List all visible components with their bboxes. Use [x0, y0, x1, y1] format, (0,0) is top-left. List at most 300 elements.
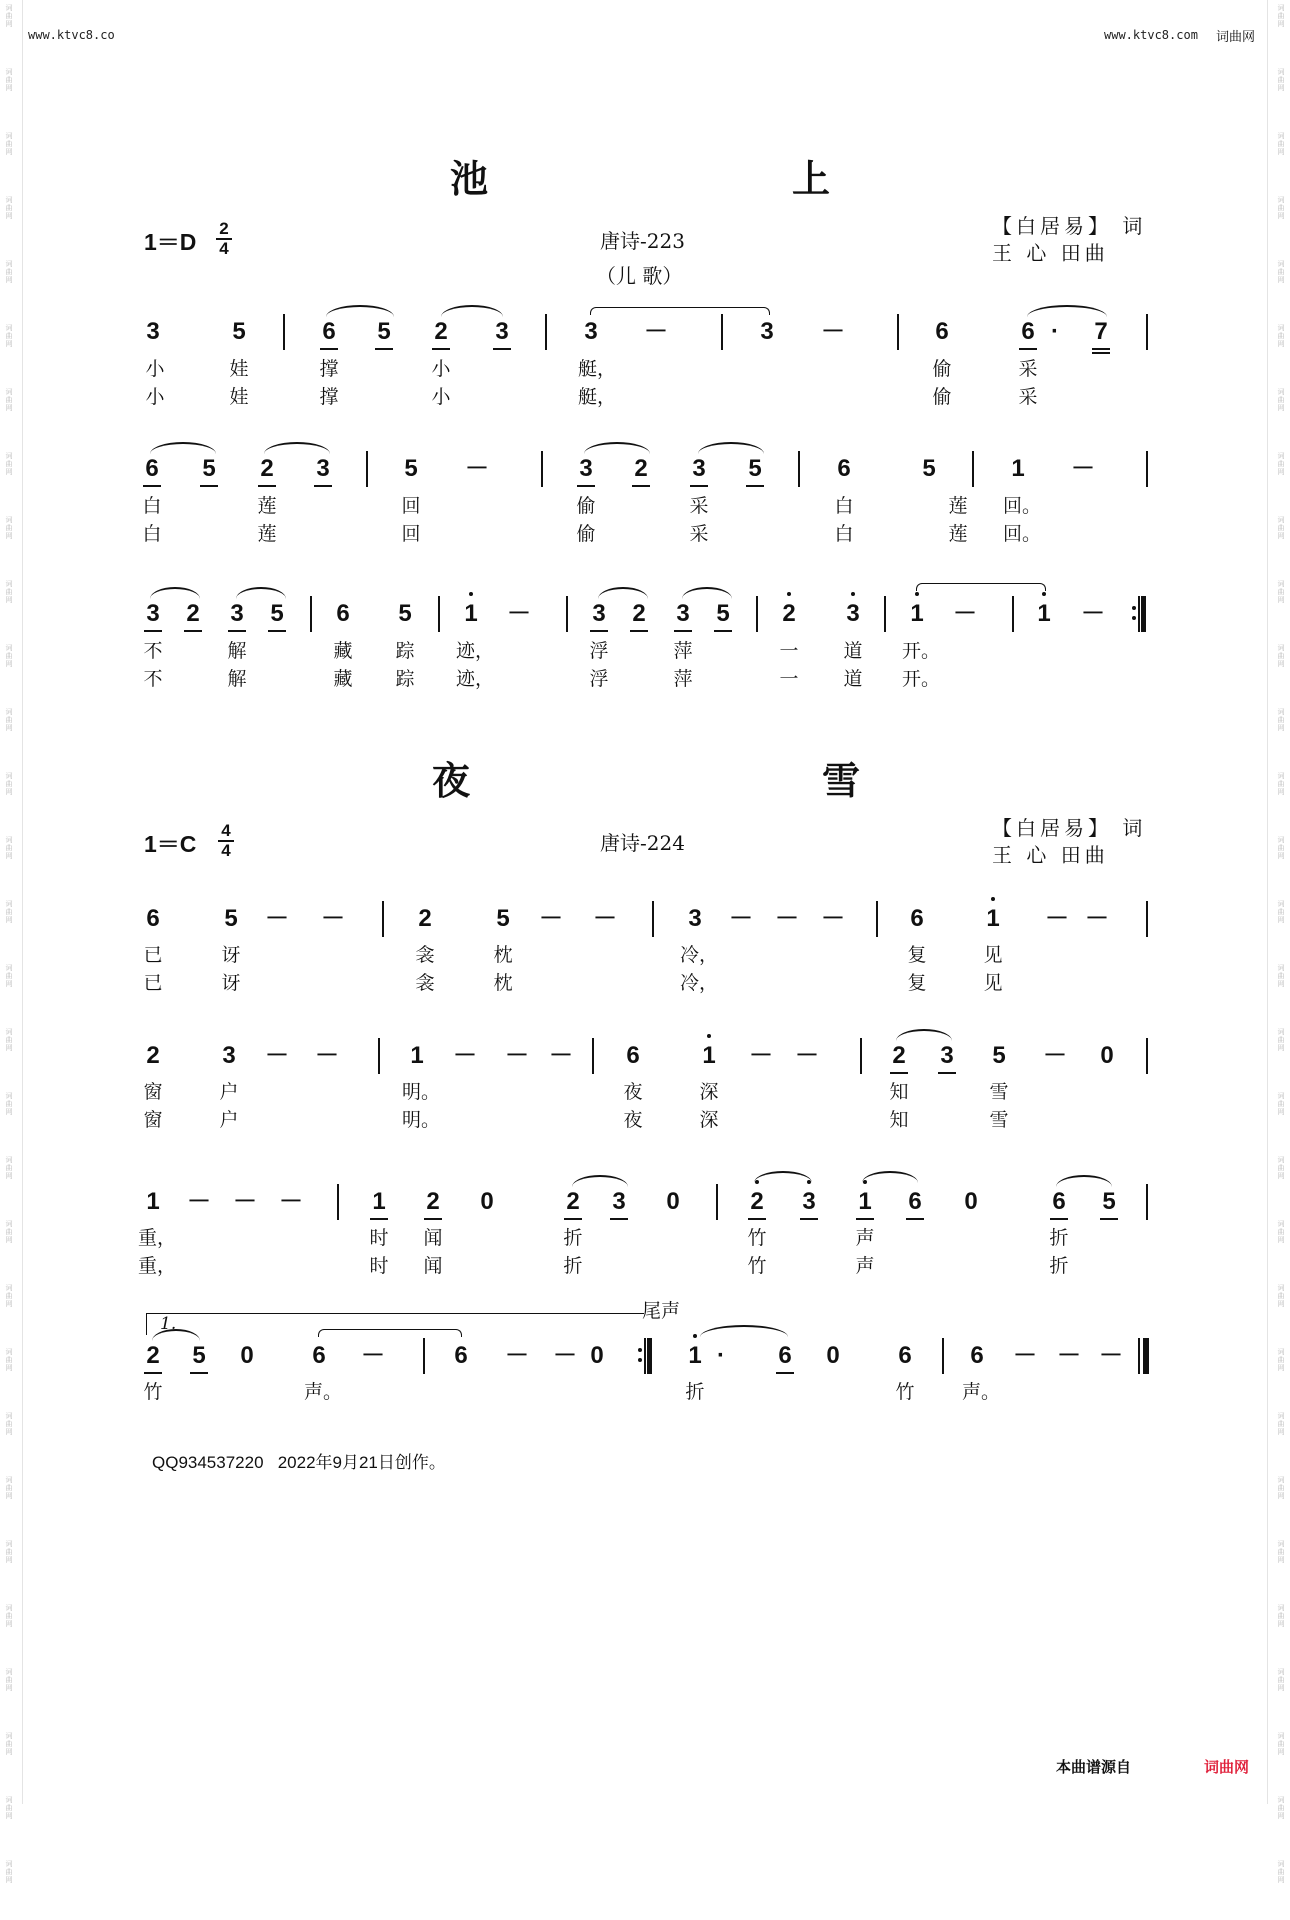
note: 3 — [584, 599, 614, 629]
note: 2 — [774, 599, 804, 629]
header-url-right[interactable]: www.ktvc8.com — [1104, 28, 1198, 42]
note: 5 — [369, 317, 399, 347]
watermark-strip-left — [2, 0, 16, 1884]
watermark-text: 词 曲 网 — [1277, 772, 1285, 796]
watermark-text: 词 曲 网 — [1277, 1476, 1285, 1500]
note: － — [187, 1188, 211, 1215]
barline — [337, 1184, 339, 1220]
song2-meter-top: 4 — [221, 821, 231, 840]
song2-row1-notes — [0, 904, 1290, 934]
lyric: 一 — [779, 640, 799, 662]
watermark-text: 词 曲 网 — [1277, 260, 1285, 284]
barline — [592, 1038, 594, 1074]
slur — [441, 305, 503, 317]
note: － — [1057, 1342, 1081, 1369]
watermark-text: 词 曲 网 — [1277, 1796, 1285, 1820]
note: － — [1099, 1342, 1123, 1369]
note: 0 — [666, 1188, 680, 1215]
lyric: 采 — [1018, 358, 1038, 380]
note: － — [1071, 455, 1095, 482]
slur — [1027, 305, 1107, 317]
note: 3 — [760, 318, 774, 345]
note: 5 — [1094, 1187, 1124, 1217]
barline — [1146, 1184, 1148, 1220]
lyric: 道 — [843, 668, 863, 690]
note: 6 — [910, 905, 924, 932]
watermark-text: 词 曲 网 — [5, 196, 13, 220]
note: 2 — [252, 454, 282, 484]
lyric: 户 — [219, 1109, 239, 1131]
lyric: 明。 — [402, 1081, 441, 1103]
lyric: 开。 — [902, 668, 941, 690]
lyric: 竹 — [143, 1381, 163, 1403]
watermark-text: 词 曲 网 — [5, 1476, 13, 1500]
lyric: 开。 — [902, 640, 941, 662]
watermark-text: 词 曲 网 — [1277, 196, 1285, 220]
lyric: 不 — [143, 668, 163, 690]
note: 5 — [194, 454, 224, 484]
note: 1 — [410, 1042, 424, 1069]
note: 6 — [137, 454, 167, 484]
watermark-text: 词 曲 网 — [5, 324, 13, 348]
note: － — [507, 600, 531, 627]
note: － — [549, 1042, 573, 1069]
song2-row1-lyrics-verse2 — [0, 972, 1290, 994]
song2-row1-lyrics-verse1 — [0, 944, 1290, 966]
lyric: 莲 — [257, 523, 277, 545]
watermark-text: 词 曲 网 — [1277, 1284, 1285, 1308]
watermark-text: 词 曲 网 — [5, 68, 13, 92]
lyric: 莲 — [948, 495, 968, 517]
song2-title-left: 夜 — [432, 758, 471, 803]
lyric: 藏 — [333, 640, 353, 662]
lyric: 小 — [145, 386, 165, 408]
note: 5 — [496, 905, 510, 932]
watermark-text: 词 曲 网 — [1277, 1540, 1285, 1564]
song2-meter — [218, 823, 234, 859]
watermark-text: 词 曲 网 — [1277, 388, 1285, 412]
song1-meter-bottom: 4 — [219, 239, 229, 258]
barline — [942, 1338, 944, 1374]
song2-lyricist: 【白居易】 词 — [992, 816, 1147, 840]
note: － — [553, 1342, 577, 1369]
lyric: 浮 — [589, 668, 609, 690]
barline — [860, 1038, 862, 1074]
lyric: 冷， — [680, 972, 719, 994]
barline — [541, 451, 543, 487]
song1-title-left: 池 — [450, 156, 489, 201]
note: 5 — [224, 905, 238, 932]
slur — [754, 1171, 812, 1183]
lyric: 讶 — [221, 972, 241, 994]
lyric: 竹 — [747, 1227, 767, 1249]
watermark-text: 词 曲 网 — [5, 644, 13, 668]
watermark-text: 词 曲 网 — [1277, 1028, 1285, 1052]
watermark-text: 词 曲 网 — [5, 900, 13, 924]
note: 6 — [970, 1342, 984, 1369]
coda-label: 尾声 — [642, 1300, 681, 1322]
watermark-text: 词 曲 网 — [1277, 1668, 1285, 1692]
barline — [721, 314, 723, 350]
song1-row2-lyrics-verse2 — [0, 523, 1290, 545]
barline — [423, 1338, 425, 1374]
watermark-text: 词 曲 网 — [5, 388, 13, 412]
watermark-text: 词 曲 网 — [5, 1860, 13, 1884]
lyric: 萍 — [673, 668, 693, 690]
song2-subtitle: 唐诗-224 — [600, 831, 685, 855]
note: － — [233, 1188, 257, 1215]
lyric: 重， — [138, 1227, 177, 1249]
lyric: 回 — [401, 495, 421, 517]
lyric: 已 — [143, 972, 163, 994]
lyric: 明。 — [402, 1109, 441, 1131]
note: － — [729, 905, 753, 932]
slur — [896, 1029, 952, 1041]
note: － — [775, 905, 799, 932]
lyric: 雪 — [989, 1109, 1009, 1131]
lyric: 采 — [689, 495, 709, 517]
watermark-text: 词 曲 网 — [1277, 644, 1285, 668]
slur — [1056, 1175, 1112, 1187]
note: 1 — [902, 599, 932, 629]
note: 1 — [694, 1041, 724, 1071]
lyric: 莲 — [948, 523, 968, 545]
note: 6 — [1013, 317, 1043, 347]
lyric: 时 — [369, 1227, 389, 1249]
watermark-text: 词 曲 网 — [1277, 900, 1285, 924]
lyric: 深 — [699, 1081, 719, 1103]
note: － — [1085, 905, 1109, 932]
note: 6 — [837, 455, 851, 482]
note: 6 — [935, 318, 949, 345]
note: 3 — [146, 318, 160, 345]
lyric: 撑 — [319, 386, 339, 408]
lyric: 艇， — [578, 386, 617, 408]
tie — [590, 307, 770, 315]
lyric: 声。 — [962, 1381, 1001, 1403]
note: 3 — [222, 1042, 236, 1069]
lyric: 闻 — [423, 1255, 443, 1277]
barline — [756, 596, 758, 632]
note: 1 — [850, 1187, 880, 1217]
song2-row3-lyrics-verse1 — [0, 1227, 1290, 1249]
note: 6 — [146, 905, 160, 932]
lyric: 枕 — [493, 944, 513, 966]
lyric: 偷 — [576, 495, 596, 517]
lyric: 娃 — [229, 386, 249, 408]
lyric: 偷 — [932, 386, 952, 408]
watermark-text: 词 曲 网 — [5, 1540, 13, 1564]
watermark-text: 词 曲 网 — [5, 1668, 13, 1692]
header-url-left[interactable]: www.ktvc8.co — [28, 28, 115, 42]
slur — [326, 305, 394, 317]
watermark-text: 词 曲 网 — [1277, 1604, 1285, 1628]
note: 3 — [684, 454, 714, 484]
header-site-name[interactable]: 词曲网 — [1216, 30, 1256, 45]
note: 5 — [404, 455, 418, 482]
lyric: 竹 — [895, 1381, 915, 1403]
lyric: 回。 — [1003, 495, 1042, 517]
note: 3 — [308, 454, 338, 484]
song2-row3-notes — [0, 1187, 1290, 1217]
barline — [382, 901, 384, 937]
note: 2 — [418, 905, 432, 932]
note: 6 — [454, 1342, 468, 1369]
note: 5 — [398, 600, 412, 627]
note: 3 — [794, 1187, 824, 1217]
lyric: 撑 — [319, 358, 339, 380]
song1-title-right: 上 — [792, 156, 831, 201]
note: 1 — [978, 904, 1008, 934]
song1-lyricist: 【白居易】 词 — [992, 214, 1147, 238]
lyric: 声。 — [304, 1381, 343, 1403]
watermark-text: 词 曲 网 — [5, 1348, 13, 1372]
song2-row2-lyrics-verse1 — [0, 1081, 1290, 1103]
note: 3 — [838, 599, 868, 629]
note: · — [1051, 318, 1059, 345]
lyric: 窗 — [143, 1109, 163, 1131]
barline — [972, 451, 974, 487]
lyric: 讶 — [221, 944, 241, 966]
barline — [876, 901, 878, 937]
lyric: 重， — [138, 1255, 177, 1277]
note: 3 — [138, 599, 168, 629]
watermark-text: 词 曲 网 — [1277, 1220, 1285, 1244]
note: － — [953, 600, 977, 627]
lyric: 偷 — [932, 358, 952, 380]
lyric: 迹， — [456, 668, 495, 690]
barline — [566, 596, 568, 632]
lyric: 白 — [834, 523, 854, 545]
note: 3 — [604, 1187, 634, 1217]
lyric: 雪 — [989, 1081, 1009, 1103]
note: 0 — [240, 1342, 254, 1369]
barline — [716, 1184, 718, 1220]
slur — [584, 442, 650, 454]
watermark-text: 词 曲 网 — [1277, 1092, 1285, 1116]
note: 6 — [900, 1187, 930, 1217]
lyric: 闻 — [423, 1227, 443, 1249]
song1-meter-top: 2 — [219, 219, 229, 238]
note: － — [821, 905, 845, 932]
lyric: 采 — [689, 523, 709, 545]
note: 6 — [1044, 1187, 1074, 1217]
watermark-text: 词 曲 网 — [1277, 580, 1285, 604]
slur — [598, 587, 648, 599]
watermark-text: 词 曲 网 — [5, 1284, 13, 1308]
lyric: 折 — [685, 1381, 705, 1403]
note: 2 — [178, 599, 208, 629]
watermark-text: 词 曲 网 — [1277, 516, 1285, 540]
song2-row2-lyrics-verse2 — [0, 1109, 1290, 1131]
slur — [572, 1175, 628, 1187]
watermark-text: 词 曲 网 — [5, 1604, 13, 1628]
song1-row2-lyrics-verse1 — [0, 495, 1290, 517]
source-label: 本曲谱源自 — [1056, 1759, 1132, 1776]
lyric: 衾 — [415, 972, 435, 994]
repeat-end-barline — [1132, 596, 1146, 632]
note: － — [539, 905, 563, 932]
slur — [862, 1171, 918, 1183]
note: 5 — [740, 454, 770, 484]
lyric: 萍 — [673, 640, 693, 662]
note: － — [265, 905, 289, 932]
tie — [916, 583, 1046, 591]
lyric: 复 — [907, 972, 927, 994]
lyric: 偷 — [576, 523, 596, 545]
note: 3 — [222, 599, 252, 629]
lyric: 声 — [855, 1227, 875, 1249]
note: 6 — [314, 317, 344, 347]
watermark-text: 词 曲 网 — [1277, 324, 1285, 348]
slur — [264, 442, 330, 454]
watermark-text: 词 曲 网 — [1277, 1412, 1285, 1436]
song2-key: 1＝C — [144, 831, 197, 857]
barline — [378, 1038, 380, 1074]
watermark-text: 词 曲 网 — [5, 260, 13, 284]
lyric: 艇， — [578, 358, 617, 380]
lyric: 道 — [843, 640, 863, 662]
lyric: 深 — [699, 1109, 719, 1131]
note: － — [644, 318, 668, 345]
lyric: 冷， — [680, 944, 719, 966]
note: 1 — [146, 1188, 160, 1215]
lyric: 踪 — [395, 640, 415, 662]
watermark-text: 词 曲 网 — [5, 1412, 13, 1436]
note: 1 — [364, 1187, 394, 1217]
lyric: 踪 — [395, 668, 415, 690]
lyric: 白 — [142, 495, 162, 517]
barline — [438, 596, 440, 632]
note: 0 — [1100, 1042, 1114, 1069]
barline — [310, 596, 312, 632]
lyric: 小 — [431, 386, 451, 408]
barline — [897, 314, 899, 350]
final-barline — [1138, 1338, 1150, 1374]
note: 7 — [1086, 317, 1116, 347]
lyric: 声 — [855, 1255, 875, 1277]
lyric: 折 — [1049, 1227, 1069, 1249]
footer-note: QQ934537220 2022年9月21日创作。 — [152, 1453, 446, 1472]
note: 3 — [668, 599, 698, 629]
note: － — [1013, 1342, 1037, 1369]
note: 3 — [932, 1041, 962, 1071]
watermark-text: 词 曲 网 — [5, 1220, 13, 1244]
barline — [798, 451, 800, 487]
note: － — [1045, 905, 1069, 932]
lyric: 藏 — [333, 668, 353, 690]
watermark-text: 词 曲 网 — [5, 1156, 13, 1180]
note: － — [361, 1342, 385, 1369]
lyric: 见 — [983, 944, 1003, 966]
note: · — [717, 1342, 725, 1369]
barline — [652, 901, 654, 937]
note: 1 — [680, 1341, 710, 1371]
source-site-link[interactable]: 词曲网 — [1204, 1759, 1250, 1776]
song2-row3-lyrics-verse2 — [0, 1255, 1290, 1277]
note: － — [453, 1042, 477, 1069]
note: － — [315, 1042, 339, 1069]
note: 5 — [232, 318, 246, 345]
note: 0 — [590, 1342, 604, 1369]
slur — [150, 442, 216, 454]
lyric: 竹 — [747, 1255, 767, 1277]
watermark-text: 词 曲 网 — [5, 516, 13, 540]
song1-row2-notes — [0, 454, 1290, 484]
lyric: 解 — [227, 640, 247, 662]
watermark-text: 词 曲 网 — [1277, 836, 1285, 860]
watermark-text: 词 曲 网 — [5, 708, 13, 732]
lyric: 夜 — [623, 1081, 643, 1103]
note: 2 — [558, 1187, 588, 1217]
volta-number: 1. — [160, 1314, 177, 1334]
lyric: 折 — [563, 1255, 583, 1277]
watermark-text: 词 曲 网 — [1277, 964, 1285, 988]
watermark-text: 词 曲 网 — [1277, 1156, 1285, 1180]
watermark-strip-right — [1274, 0, 1288, 1884]
song2-composer: 王 心 田曲 — [992, 843, 1109, 867]
note: 6 — [626, 1042, 640, 1069]
note: － — [593, 905, 617, 932]
watermark-text: 词 曲 网 — [1277, 132, 1285, 156]
lyric: 浮 — [589, 640, 609, 662]
lyric: 回 — [401, 523, 421, 545]
lyric: 白 — [834, 495, 854, 517]
song2-row4-lyrics — [0, 1381, 1290, 1403]
lyric: 夜 — [623, 1109, 643, 1131]
note: 1 — [1029, 599, 1059, 629]
barline — [283, 314, 285, 350]
barline — [1146, 451, 1148, 487]
watermark-text: 词 曲 网 — [5, 1732, 13, 1756]
note: 2 — [742, 1187, 772, 1217]
barline — [1146, 1038, 1148, 1074]
note: 6 — [336, 600, 350, 627]
lyric: 窗 — [143, 1081, 163, 1103]
song1-row1-lyrics-verse2 — [0, 386, 1290, 408]
watermark-text: 词 曲 网 — [5, 580, 13, 604]
watermark-text: 词 曲 网 — [1277, 1732, 1285, 1756]
slur — [682, 587, 732, 599]
note: 5 — [184, 1341, 214, 1371]
note: 1 — [456, 599, 486, 629]
note: － — [265, 1042, 289, 1069]
song1-row3-notes — [0, 599, 1290, 629]
barline — [1012, 596, 1014, 632]
barline — [545, 314, 547, 350]
note: － — [505, 1342, 529, 1369]
lyric: 莲 — [257, 495, 277, 517]
song2-row2-notes — [0, 1041, 1290, 1071]
watermark-text: 词 曲 网 — [5, 1796, 13, 1820]
note: 6 — [312, 1342, 326, 1369]
note: － — [321, 905, 345, 932]
note: － — [749, 1042, 773, 1069]
song1-row3-lyrics-verse2 — [0, 668, 1290, 690]
note: 2 — [146, 1042, 160, 1069]
barline — [366, 451, 368, 487]
watermark-text: 词 曲 网 — [5, 452, 13, 476]
song2-row4-notes — [0, 1341, 1290, 1371]
note: － — [505, 1042, 529, 1069]
lyric: 回。 — [1003, 523, 1042, 545]
watermark-text: 词 曲 网 — [5, 836, 13, 860]
watermark-text: 词 曲 网 — [1277, 4, 1285, 28]
note: 0 — [480, 1188, 494, 1215]
song1-subtitle: 唐诗-223 — [600, 229, 685, 253]
watermark-text: 词 曲 网 — [1277, 1860, 1285, 1884]
note: － — [795, 1042, 819, 1069]
